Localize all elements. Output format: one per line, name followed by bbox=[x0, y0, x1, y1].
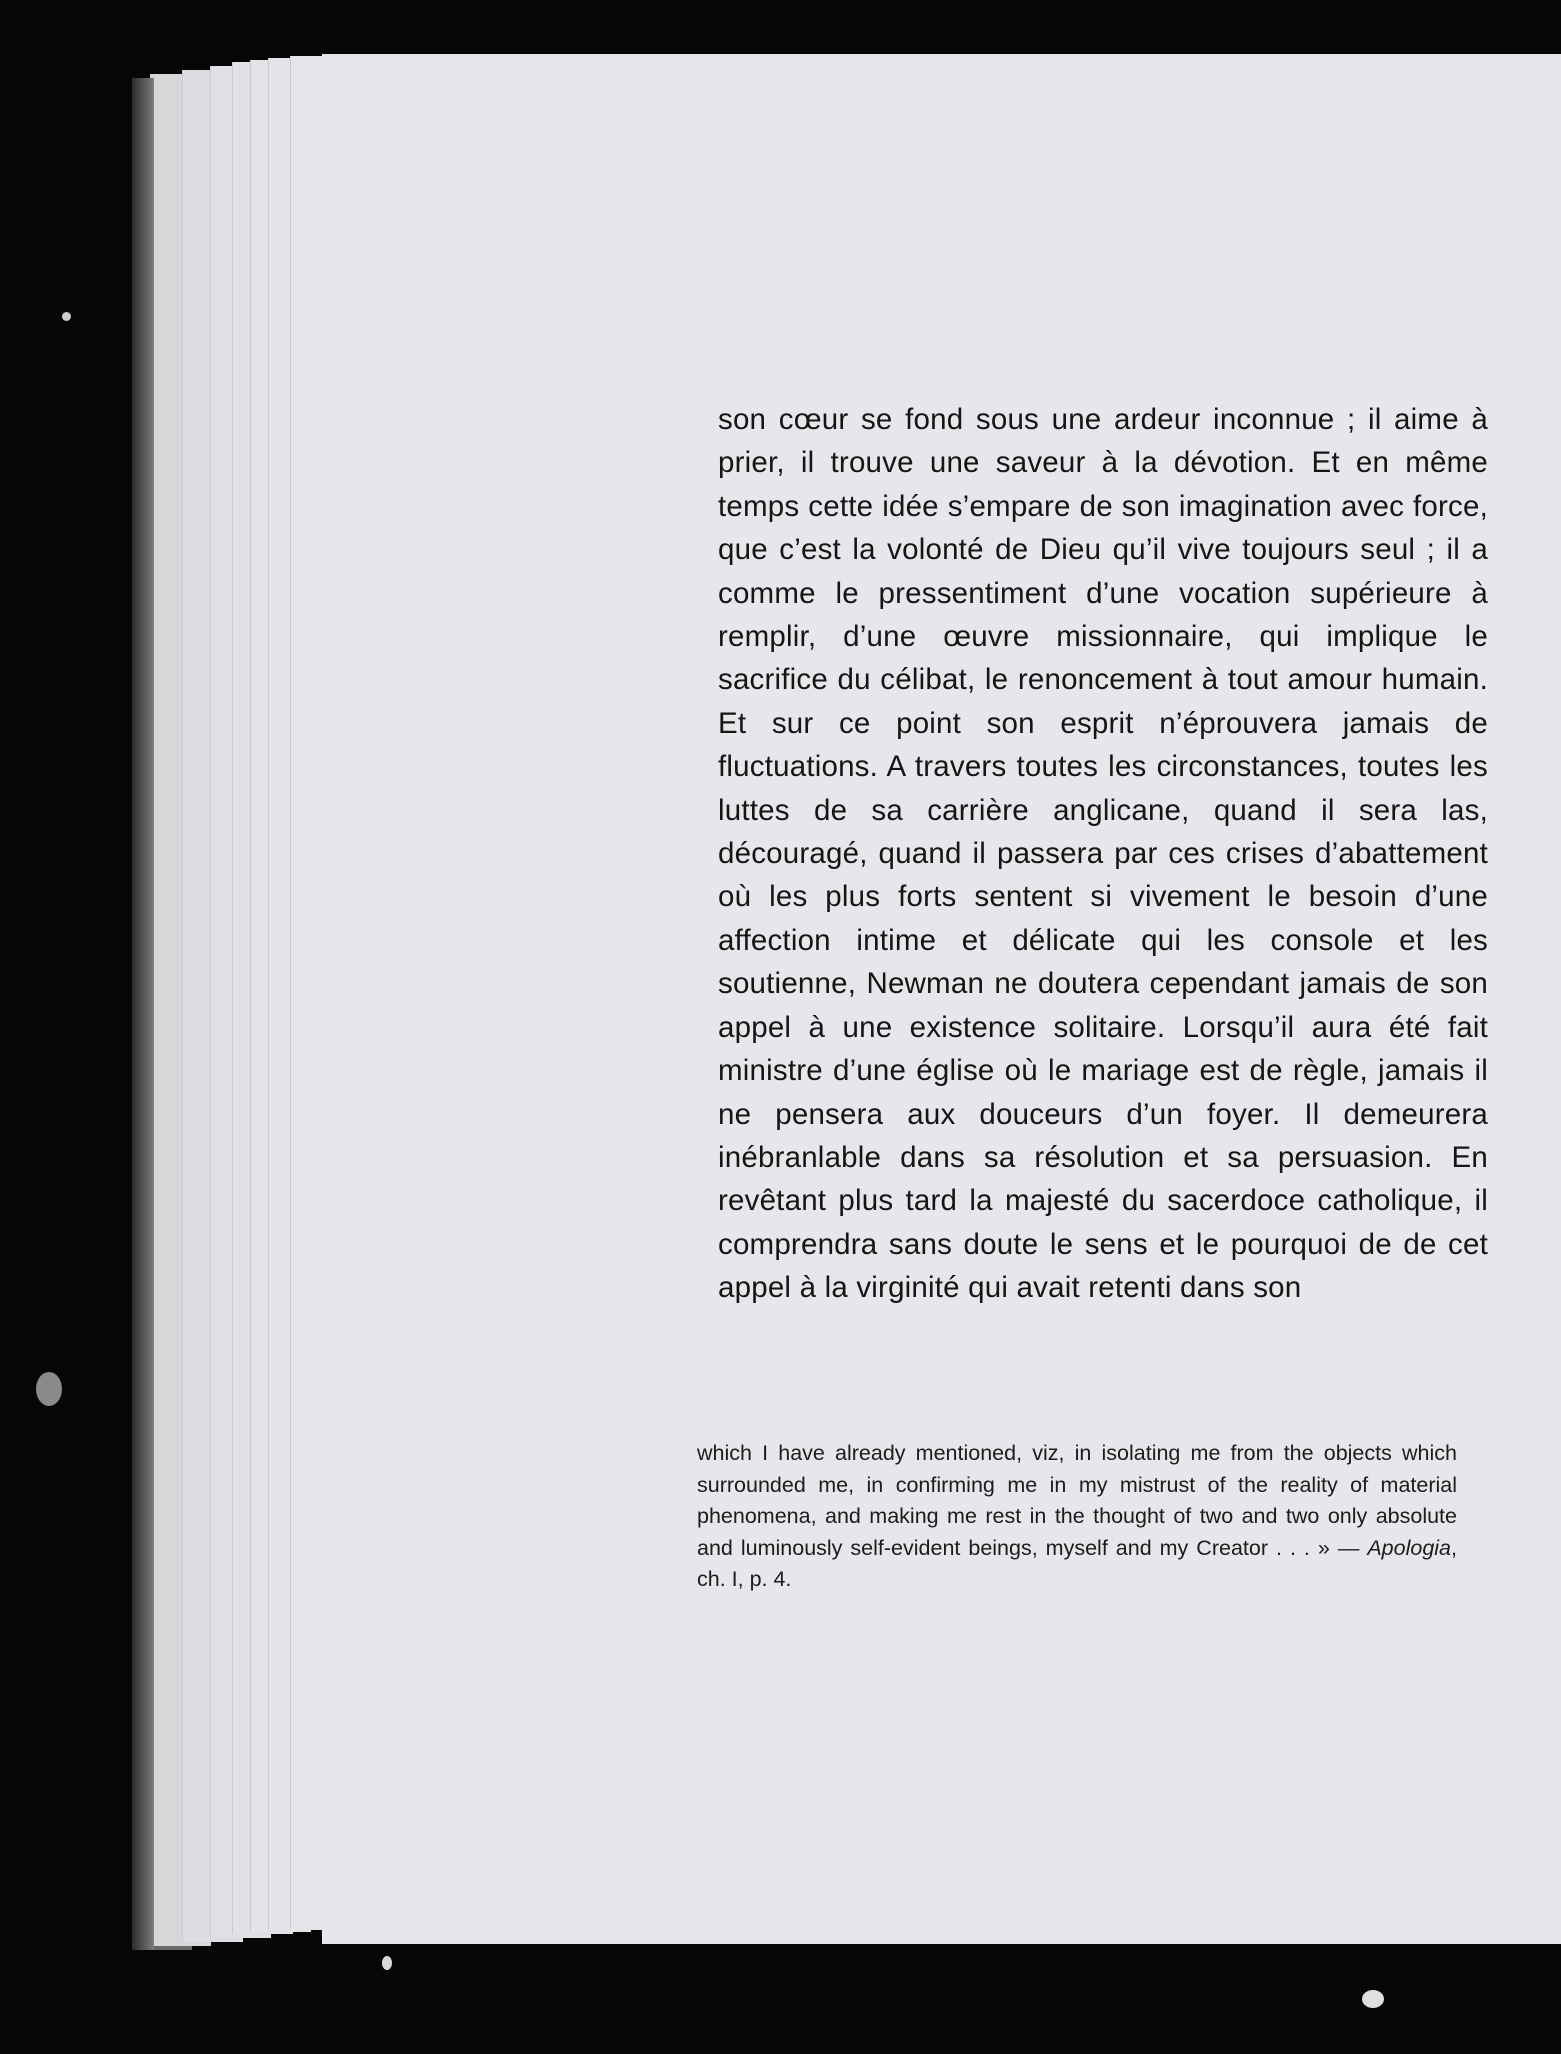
footnote-source-title: Apologia bbox=[1367, 1535, 1452, 1560]
footnote bbox=[697, 1438, 1457, 1596]
scan-speck bbox=[382, 1956, 392, 1970]
footnote-text: which I have already mentioned, viz, in isolating me from the objects which surrounded me, in confirming me in my mistrust of the reality of material phenomena, and making me rest in the thought of two and two only absolute and luminously self-evident beings, myself and my Creator . . . » — bbox=[697, 1441, 1457, 1560]
scan-speck bbox=[36, 1372, 62, 1406]
scan-speck bbox=[1362, 1990, 1384, 2008]
binding-shadow bbox=[132, 78, 154, 1950]
footnote-source-ref: , ch. I, p. 4. bbox=[697, 1535, 1457, 1591]
body-paragraph: son cœur se fond sous une ardeur inconnue ; il aime à prier, il trouve une saveur à la dévotion. Et en même temps cette idée s’empare de son imagination avec force, que c’est la volonté de Dieu qu’il vive toujours seul ; il a comme le pressentiment d’une vocation supérieure à remplir, d’une œuvre missionnaire, qui implique le sacrifice du célibat, le renoncement à tout amour humain. Et sur ce point son esprit n’éprouvera jamais de fluctuations. A travers toutes les circonstances, toutes les luttes de sa carrière anglicane, quand il sera las, découragé, quand il passera par ces crises d’abattement où les plus forts sentent si vivement le besoin d’une affection intime et délicate qui les console et les soutienne, Newman ne doutera cependant jamais de son appel à une existence solitaire. Lorsqu’il aura été fait ministre d’une église où le mariage est de règle, jamais il ne pensera aux douceurs d’un foyer. Il demeurera inébranlable dans sa résolution et sa persuasion. En revêtant plus tard la majesté du sacerdoce catholique, il comprendra sans doute le sens et le pourquoi de de cet appel à la virginité qui avait retenti dans son bbox=[718, 403, 1488, 1305]
scan-speck bbox=[62, 312, 71, 321]
